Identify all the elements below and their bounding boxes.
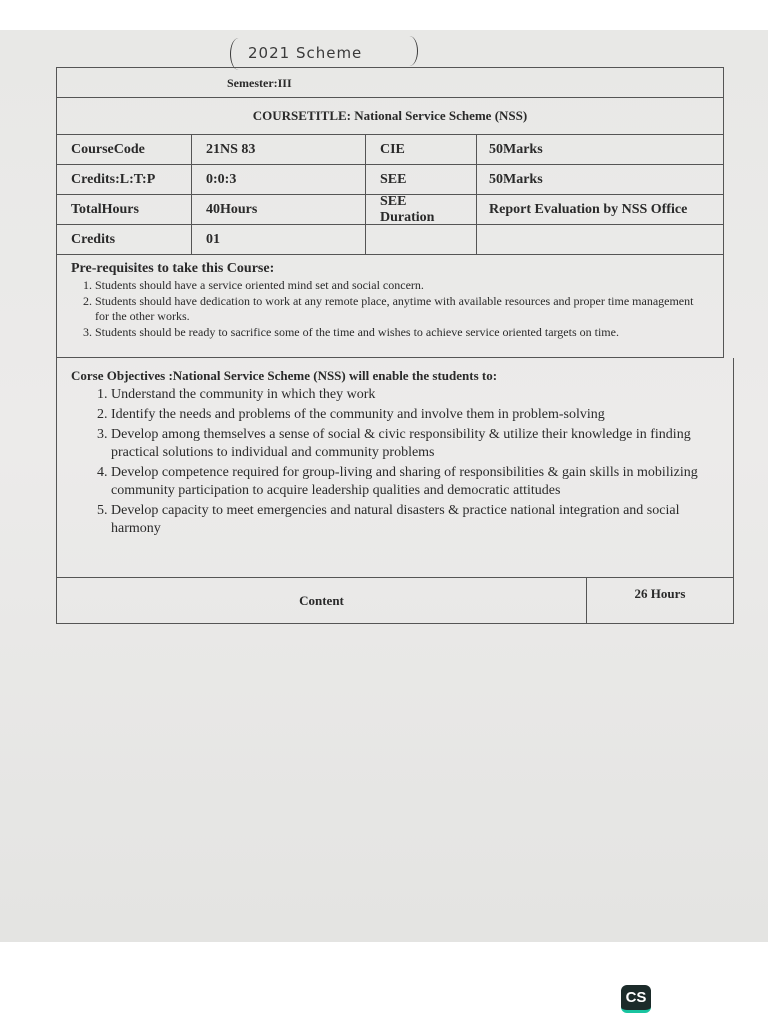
objectives-heading: Corse Objectives :National Service Scheme (NSS) will enable the students to: xyxy=(71,368,498,383)
prerequisites-section xyxy=(56,255,724,358)
list-item: 1. Understand the community in which they work xyxy=(111,386,719,404)
info-cell-value: 01 xyxy=(192,225,366,254)
info-cell-label: CIE xyxy=(366,135,477,164)
info-cell-value: Report Evaluation by NSS Office xyxy=(489,201,688,217)
left-parenthesis xyxy=(230,38,247,70)
info-row xyxy=(56,225,724,255)
info-cell-label: Credits xyxy=(57,225,192,254)
semester-row xyxy=(56,67,724,98)
info-cell-value: 21NS 83 xyxy=(192,135,366,164)
info-row xyxy=(56,135,724,165)
info-row xyxy=(56,195,724,225)
course-document xyxy=(56,67,724,624)
info-cell-label: TotalHours xyxy=(57,195,192,224)
prerequisites-heading: Pre-requisites to take this Course: xyxy=(71,261,275,276)
info-cell-value: 0:0:3 xyxy=(192,165,366,194)
handwritten-text: 2021 Scheme xyxy=(248,44,363,62)
info-cell-value xyxy=(477,225,723,254)
info-cell-value: 50Marks xyxy=(489,141,543,157)
objectives-section xyxy=(56,358,734,578)
list-item: 1. Students should have a service oriented mind set and social concern. xyxy=(95,278,709,294)
list-item: 5. Develop capacity to meet emergencies and natural disasters & practice national integration and social harmony xyxy=(111,502,719,538)
semester-label: Semester:III xyxy=(227,76,292,90)
content-label: Content xyxy=(57,578,587,623)
prerequisites-list xyxy=(71,278,709,340)
info-cell-value: 40Hours xyxy=(192,195,366,224)
info-cell-label: SEE xyxy=(366,165,477,194)
objectives-list xyxy=(71,386,719,538)
info-cell-label: Credits:L:T:P xyxy=(57,165,192,194)
list-item: 4. Develop competence required for group-living and sharing of responsibilities & gain skills in mobilizing community participation to acquire leadership qualities and democratic attitudes xyxy=(111,464,719,500)
info-cell-label: SEE Duration xyxy=(366,195,477,224)
list-item: 2. Identify the needs and problems of the community and involve them in problem-solving xyxy=(111,406,719,424)
course-info-table xyxy=(56,135,724,255)
course-title-row xyxy=(56,98,724,135)
info-cell-label xyxy=(366,225,477,254)
info-cell-value: 50Marks xyxy=(489,171,543,187)
list-item: 2. Students should have dedication to work at any remote place, anytime with available resources and proper time management for the other works. xyxy=(95,294,709,325)
content-hours: 26 Hours xyxy=(634,586,686,601)
course-title: COURSETITLE: National Service Scheme (NSS) xyxy=(252,108,528,123)
content-row xyxy=(56,578,734,624)
list-item: 3. Develop among themselves a sense of social & civic responsibility & utilize their knowledge in finding practical solutions to individual and community problems xyxy=(111,426,719,462)
info-cell-label: CourseCode xyxy=(57,135,192,164)
camscanner-logo: CS xyxy=(621,985,651,1013)
info-row xyxy=(56,165,724,195)
right-parenthesis xyxy=(401,36,418,66)
list-item: 3. Students should be ready to sacrifice some of the time and wishes to achieve service oriented targets on time. xyxy=(95,325,709,341)
